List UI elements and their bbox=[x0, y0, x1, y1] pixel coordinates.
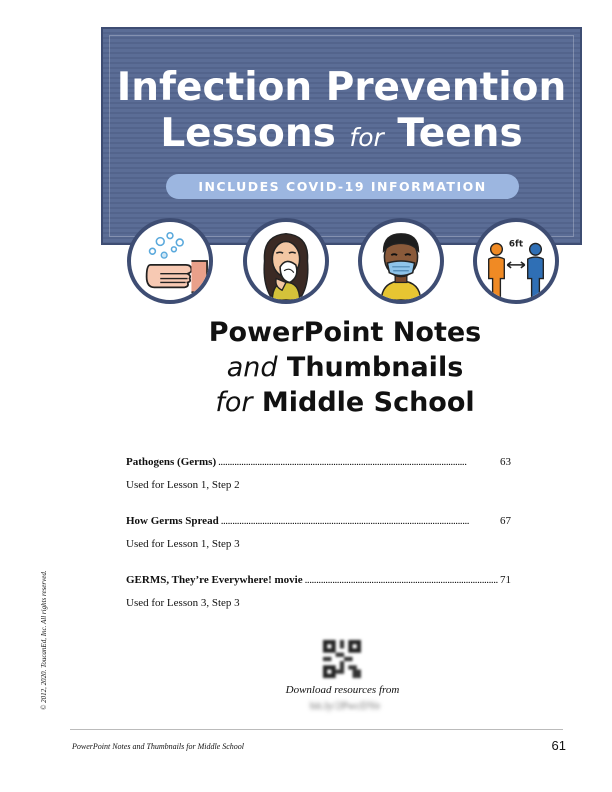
social-distance-icon bbox=[473, 218, 559, 304]
download-label: Download resources from bbox=[285, 684, 400, 696]
toc-leader-dots bbox=[218, 455, 498, 469]
toc-page-number: 63 bbox=[500, 456, 511, 468]
toc-page-number: 67 bbox=[500, 515, 511, 527]
page-number: 61 bbox=[551, 738, 566, 753]
toc-subtitle: Used for Lesson 1, Step 3 bbox=[126, 538, 240, 550]
toc-subtitle: Used for Lesson 1, Step 2 bbox=[126, 479, 240, 491]
side-copyright: © 2012, 2020. ToucanEd, Inc. All rights reserved. bbox=[40, 570, 48, 710]
footer-title: PowerPoint Notes and Thumbnails for Middle School bbox=[72, 742, 244, 751]
toc-subtitle: Used for Lesson 3, Step 3 bbox=[126, 597, 240, 609]
footer-divider bbox=[70, 729, 563, 730]
covid-info-pill: INCLUDES COVID-19 INFORMATION bbox=[166, 174, 519, 199]
toc-title: Pathogens (Germs) bbox=[126, 456, 217, 468]
face-mask-icon bbox=[358, 218, 444, 304]
subtitle-line-2: and Thumbnails bbox=[226, 352, 464, 383]
toc-entry bbox=[126, 573, 511, 632]
toc-entry bbox=[126, 455, 511, 514]
toc-entry bbox=[126, 514, 511, 573]
subtitle-line-1: PowerPoint Notes bbox=[208, 317, 482, 348]
toc-page-number: 71 bbox=[500, 574, 511, 586]
toc-leader-dots bbox=[305, 573, 498, 587]
toc-title: GERMS, They’re Everywhere! movie bbox=[126, 574, 303, 586]
covering-sneeze-icon bbox=[243, 218, 329, 304]
toc-leader-dots bbox=[221, 514, 498, 528]
download-link[interactable]: bit.ly/2PwcDYe bbox=[310, 700, 381, 712]
hand-washing-icon bbox=[127, 218, 213, 304]
distance-label: 6ft bbox=[508, 239, 524, 250]
qr-code-icon[interactable] bbox=[323, 640, 361, 678]
title-line-2: Lessons for Teens bbox=[160, 111, 523, 156]
toc-title: How Germs Spread bbox=[126, 515, 219, 527]
title-banner bbox=[101, 27, 582, 245]
title-line-1: Infection Prevention bbox=[116, 65, 567, 110]
subtitle-line-3: for Middle School bbox=[215, 387, 475, 418]
table-of-contents bbox=[126, 455, 511, 632]
